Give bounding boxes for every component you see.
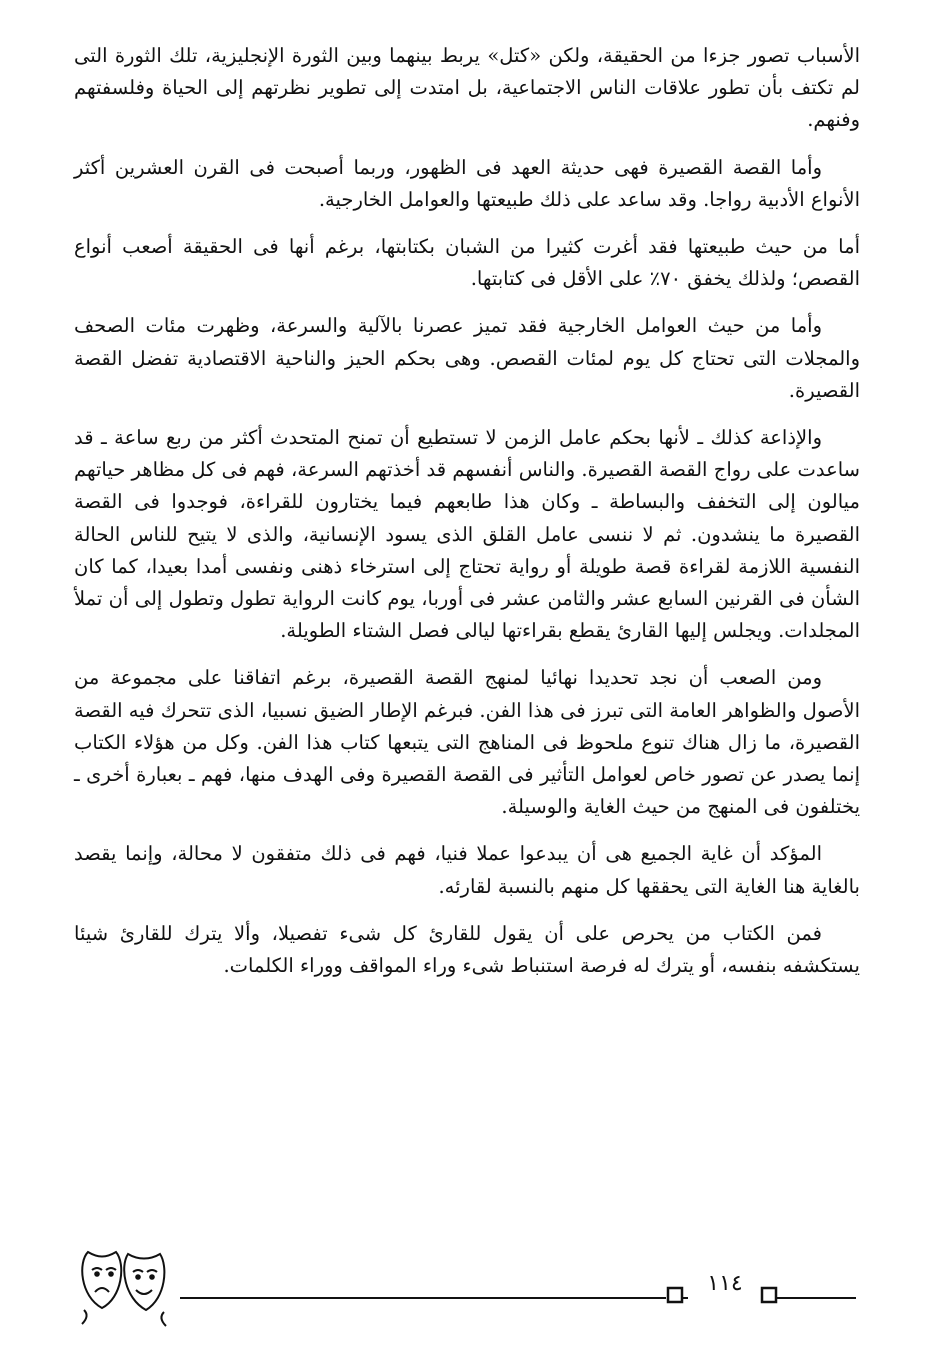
- paragraph-2: وأما القصة القصيرة فهى حديثة العهد فى الظهور، وربما أصبحت فى القرن العشرين أكثر الأنواع الأدبية رواجا. وقد ساعد على ذلك طبيعتها والعوامل الخارجية.: [74, 155, 860, 211]
- paragraph-6: ومن الصعب أن نجد تحديدا نهائيا لمنهج القصة القصيرة، برغم اتفاقنا على مجموعة من الأصول والظواهر العامة التى تبرز فى هذا الفن. فبرغم الإطار الضيق نسبيا، الذى تتحرك فيه القصة القصيرة، ما زال هناك تنوع ملحوظ فى المناهج التى يتبعها كتاب هذا الفن. وكل من هؤلاء الكتاب إنما يصدر عن تصور خاص لعوامل التأثير فى القصة القصيرة وفى الهدف منها، فهم ـ بعبارة أخرى ـ يختلفون فى المنهج من حيث الغاية والوسيلة.: [74, 666, 860, 819]
- paragraph-8: فمن الكتاب من يحرص على أن يقول للقارئ كل شىء تفصيلا، وألا يترك للقارئ شيئا يستكشفه بنفسه، أو يترك له فرصة استنباط شىء وراء المواقف ووراء الكلمات.: [74, 921, 860, 978]
- paragraph-3: أما من حيث طبيعتها فقد أغرت كثيرا من الشبان بكتابتها، برغم أنها فى الحقيقة أصعب أنواع القصص؛ ولذلك يخفق ٧٠٪ على الأقل فى كتابتها.: [74, 235, 860, 291]
- page-number: ١١٤: [707, 1271, 743, 1296]
- theater-masks-icon: [82, 1252, 166, 1326]
- paragraph-1: الأسباب تصور جزءا من الحقيقة، ولكن «كتل» يربط بينهما وبين الثورة الإنجليزية، تلك الثورة التى لم تكتف بأن تطور علاقات الناس الاجتماعية، بل امتدت إلى تطوير نظرتهم إلى الحياة وفلسفتهم وفنهم.: [74, 44, 860, 132]
- paragraph-4: وأما من حيث العوامل الخارجية فقد تميز عصرنا بالآلية والسرعة، وظهرت مئات الصحف والمجلات التى تحتاج كل يوم لمئات القصص. وهى بحكم الحيز والناحية الاقتصادية تفضل القصة القصيرة.: [74, 314, 860, 402]
- paragraph-5: والإذاعة كذلك ـ لأنها بحكم عامل الزمن لا تستطيع أن تمنح المتحدث أكثر من ربع ساعة ـ قد ساعدت على رواج القصة القصيرة. والناس أنفسهم قد أخذتهم السرعة، فهم فى كل مظاهر حياتهم ميالون إلى التخفف والبساطة ـ وكان هذا طابعهم فيما يختارون للقراءة، فوجدوا فى القصة القصيرة ما ينشدون. ثم لا ننسى عامل القلق الذى يسود الإنسانية، والذى لا يتيح للناس الحالة النفسية اللازمة لقراءة قصة طويلة أو رواية تحتاج إلى استرخاء ذهنى ونفسى أمدا بعيدا، كما كان الشأن فى القرنين السابع عشر والثامن عشر فى أوربا، يوم كانت الرواية تطول وتطول إلى أن تملأ المجلدات. ويجلس إليها القارئ يقطع بقراءتها ليالى فصل الشتاء الطويلة.: [74, 426, 860, 643]
- page-body: [74, 40, 860, 997]
- page-footer: [70, 1240, 870, 1350]
- paragraph-7: المؤكد أن غاية الجميع هى أن يبدعوا عملا فنيا، فهم فى ذلك متفقون لا محالة، وإنما يقصد بالغاية هنا الغاية التى يحققها كل منهم بالنسبة لقارئه.: [74, 842, 860, 898]
